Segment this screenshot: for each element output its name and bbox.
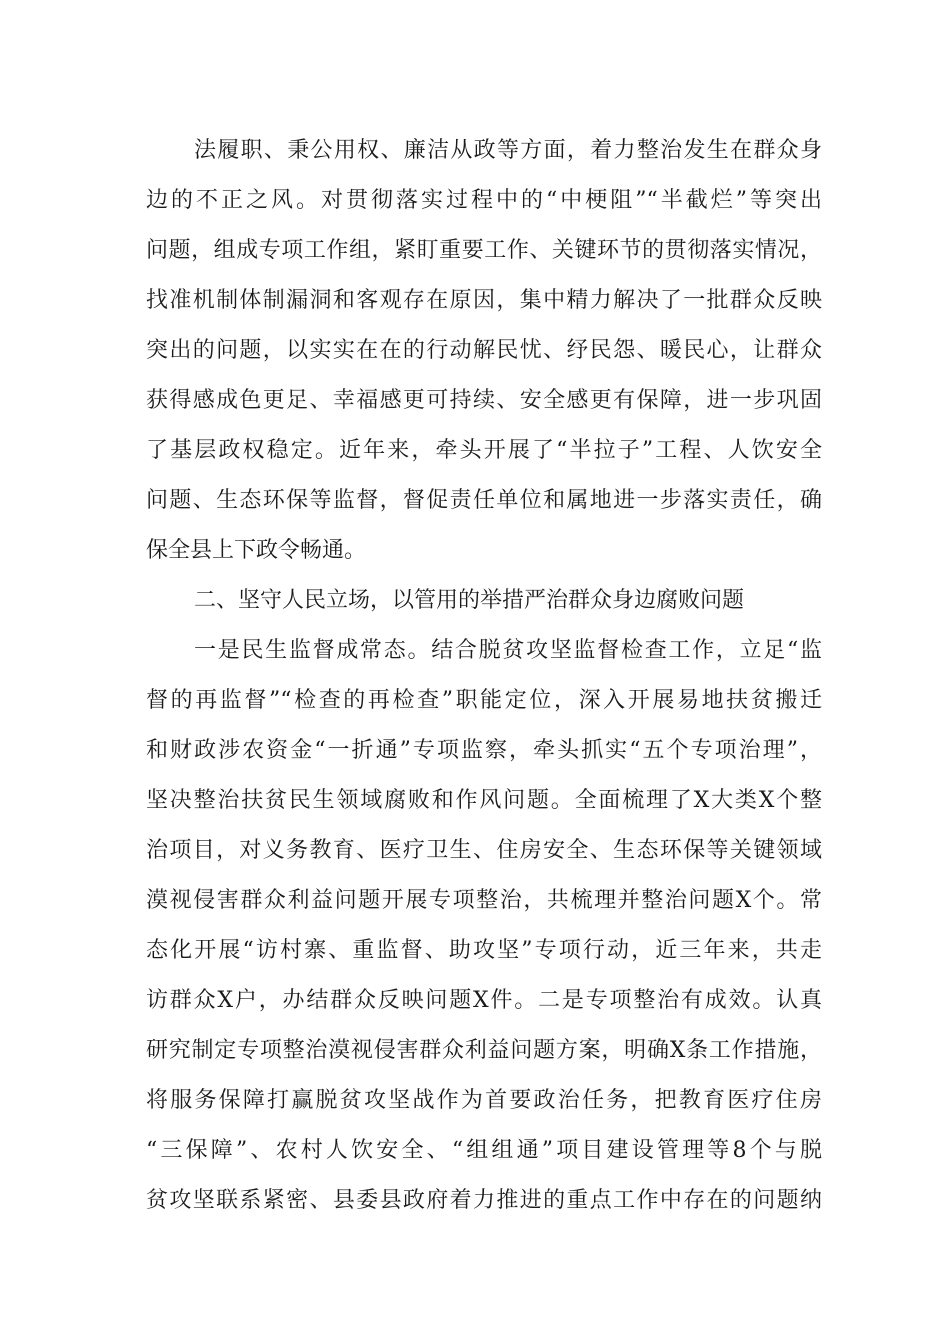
paragraph-line: 获得感成色更足、幸福感更可持续、安全感更有保障，进一步巩固: [146, 388, 822, 413]
paragraph-line: 治项目，对义务教育、医疗卫生、住房安全、生态环保等关键领域: [146, 838, 822, 863]
paragraph-line: “三保障”、农村人饮安全、“组组通”项目建设管理等8个与脱: [146, 1138, 822, 1163]
paragraph-line: 法履职、秉公用权、廉洁从政等方面，着力整治发生在群众身: [194, 138, 822, 163]
paragraph-line: 态化开展“访村寨、重监督、助攻坚”专项行动，近三年来，共走: [146, 938, 822, 963]
paragraph-line: 找准机制体制漏洞和客观存在原因，集中精力解决了一批群众反映: [146, 288, 822, 313]
paragraph-line: 和财政涉农资金“一折通”专项监察，牵头抓实“五个专项治理”，: [146, 738, 822, 763]
paragraph-line: 一是民生监督成常态。结合脱贫攻坚监督检查工作，立足“监: [194, 638, 822, 663]
paragraph-line: 漠视侵害群众利益问题开展专项整治，共梳理并整治问题X个。常: [146, 888, 822, 913]
paragraph-line: 边的不正之风。对贯彻落实过程中的“中梗阻”“半截烂”等突出: [146, 188, 822, 213]
paragraph-line: 突出的问题，以实实在在的行动解民忧、纾民怨、暖民心，让群众: [146, 338, 822, 363]
paragraph-line: 贫攻坚联系紧密、县委县政府着力推进的重点工作中存在的问题纳: [146, 1188, 822, 1213]
paragraph-line: 研究制定专项整治漠视侵害群众利益问题方案，明确X条工作措施，: [146, 1038, 822, 1063]
section-heading: 二、坚守人民立场，以管用的举措严治群众身边腐败问题: [194, 588, 745, 613]
paragraph-line: 访群众X户，办结群众反映问题X件。二是专项整治有成效。认真: [146, 988, 822, 1013]
paragraph-line: 问题、生态环保等监督，督促责任单位和属地进一步落实责任，确: [146, 488, 822, 513]
paragraph-line: 保全县上下政令畅通。: [146, 538, 367, 563]
paragraph-line: 问题，组成专项工作组，紧盯重要工作、关键环节的贯彻落实情况，: [146, 238, 822, 263]
paragraph-line: 坚决整治扶贫民生领域腐败和作风问题。全面梳理了X大类X个整: [146, 788, 822, 813]
paragraph-line: 督的再监督”“检查的再检查”职能定位，深入开展易地扶贫搬迁: [146, 688, 822, 713]
paragraph-line: 将服务保障打赢脱贫攻坚战作为首要政治任务，把教育医疗住房: [146, 1088, 822, 1113]
paragraph-line: 了基层政权稳定。近年来，牵头开展了“半拉子”工程、人饮安全: [146, 438, 822, 463]
